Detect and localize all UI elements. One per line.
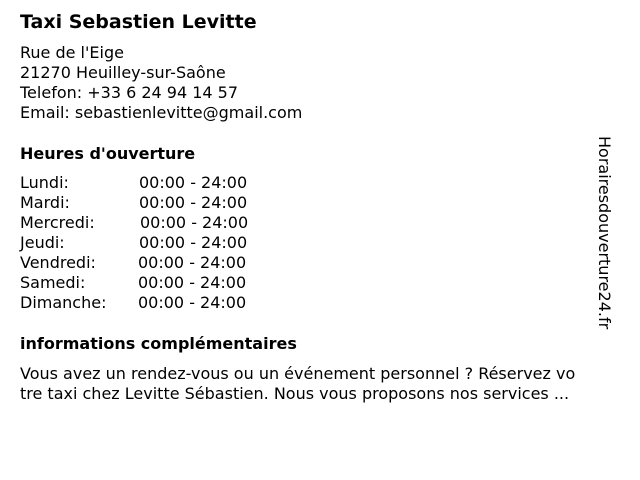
hours-row-tuesday [20,193,320,213]
description-line: Vous avez un rendez-vous ou un événement personnel ? Réservez vo [20,364,576,383]
hours-day: Lundi: [20,173,69,192]
hours-time: 00:00 - 24:00 [138,273,247,292]
hours-row-friday [20,253,320,273]
opening-hours-heading: Heures d'ouverture [20,144,196,163]
hours-day: Dimanche: [20,293,107,312]
hours-day: Mercredi: [20,213,95,232]
hours-time: 00:00 - 24:00 [140,213,249,232]
hours-time: 00:00 - 24:00 [139,193,248,212]
watermark-text: Horairesdouverture24.fr [595,136,614,330]
hours-time: 00:00 - 24:00 [138,293,247,312]
hours-day: Vendredi: [20,253,96,272]
hours-day: Mardi: [20,193,70,212]
business-name: Taxi Sebastien Levitte [20,11,257,33]
email-text: Email: sebastienlevitte@gmail.com [20,103,303,122]
hours-time: 00:00 - 24:00 [138,253,247,272]
address-city: 21270 Heuilley-sur-Saône [20,63,226,82]
hours-day: Jeudi: [20,233,65,252]
site-watermark [595,136,636,346]
hours-day: Samedi: [20,273,86,292]
phone-text: Telefon: +33 6 24 94 14 57 [20,83,239,102]
hours-row-wednesday [20,213,320,233]
description-line: tre taxi chez Levitte Sébastien. Nous vous proposons nos services ... [20,384,570,403]
address-street: Rue de l'Eige [20,43,124,62]
hours-time: 00:00 - 24:00 [139,173,248,192]
hours-row-sunday [20,293,320,313]
hours-row-monday [20,173,320,193]
additional-info-heading: informations complémentaires [20,334,297,353]
hours-row-thursday [20,233,320,253]
hours-time: 00:00 - 24:00 [139,233,248,252]
hours-row-saturday [20,273,320,293]
